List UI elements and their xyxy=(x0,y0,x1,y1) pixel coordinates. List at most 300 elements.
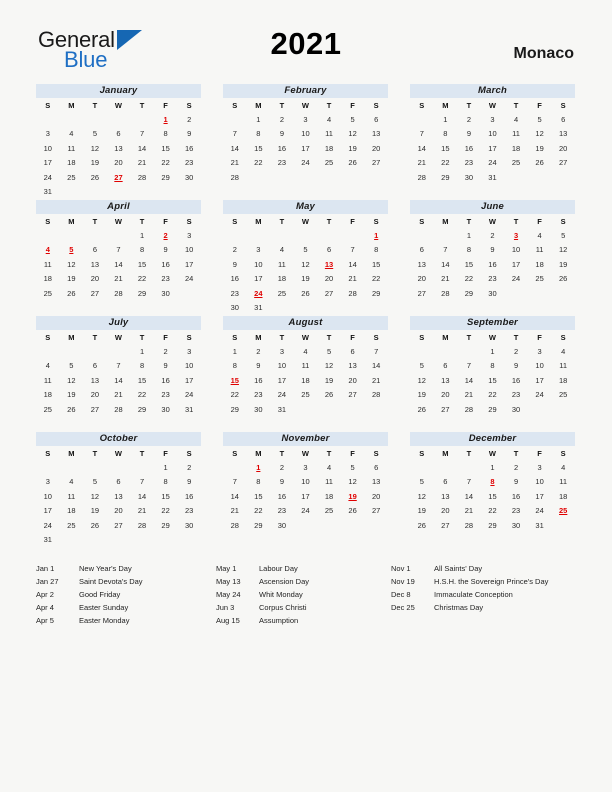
day-cell[interactable]: 19 xyxy=(324,375,334,385)
day-cell[interactable]: 11 xyxy=(535,245,544,255)
day-cell[interactable]: 9 xyxy=(279,477,284,487)
day-cell[interactable]: 14 xyxy=(417,143,426,153)
day-cell[interactable]: 11 xyxy=(559,477,568,487)
day-cell[interactable]: 3 xyxy=(537,462,542,472)
day-cell[interactable]: 6 xyxy=(443,361,448,371)
day-cell[interactable]: 30 xyxy=(254,404,263,414)
day-cell[interactable]: 20 xyxy=(559,143,568,153)
day-cell[interactable]: 20 xyxy=(372,491,381,501)
day-cell[interactable]: 20 xyxy=(114,506,123,516)
day-cell[interactable]: 9 xyxy=(187,129,192,139)
day-cell[interactable]: 28 xyxy=(230,172,239,182)
day-cell[interactable]: 21 xyxy=(441,274,450,284)
day-cell[interactable]: 6 xyxy=(350,346,355,356)
day-cell-holiday[interactable]: 1 xyxy=(374,230,379,240)
day-cell[interactable]: 16 xyxy=(185,491,194,501)
day-cell[interactable]: 12 xyxy=(67,375,76,385)
day-cell[interactable]: 5 xyxy=(92,477,97,487)
day-cell[interactable]: 17 xyxy=(43,158,52,168)
day-cell[interactable]: 13 xyxy=(90,375,100,385)
day-cell[interactable]: 12 xyxy=(348,129,357,139)
day-cell[interactable]: 4 xyxy=(561,462,566,472)
day-cell[interactable]: 28 xyxy=(348,288,357,298)
day-cell[interactable]: 24 xyxy=(185,390,194,400)
day-cell[interactable]: 23 xyxy=(464,158,474,168)
day-cell[interactable]: 25 xyxy=(511,158,521,168)
day-cell[interactable]: 23 xyxy=(511,506,521,516)
day-cell[interactable]: 31 xyxy=(488,172,497,182)
day-cell[interactable]: 10 xyxy=(277,361,287,371)
day-cell[interactable]: 31 xyxy=(185,404,194,414)
day-cell[interactable]: 6 xyxy=(116,129,121,139)
day-cell[interactable]: 5 xyxy=(350,462,355,472)
day-cell-holiday[interactable]: 27 xyxy=(114,172,123,182)
day-cell[interactable]: 16 xyxy=(230,274,239,284)
day-cell[interactable]: 13 xyxy=(114,143,123,153)
day-cell[interactable]: 10 xyxy=(511,245,521,255)
day-cell[interactable]: 31 xyxy=(535,520,544,530)
day-cell[interactable]: 24 xyxy=(511,274,521,284)
day-cell[interactable]: 19 xyxy=(417,506,426,516)
day-cell[interactable]: 13 xyxy=(441,375,450,385)
day-cell[interactable]: 9 xyxy=(163,245,168,255)
day-cell[interactable]: 23 xyxy=(230,288,239,298)
day-cell[interactable]: 27 xyxy=(90,288,100,298)
day-cell[interactable]: 15 xyxy=(464,259,474,269)
day-cell[interactable]: 9 xyxy=(163,361,168,371)
day-cell[interactable]: 2 xyxy=(490,230,495,240)
day-cell[interactable]: 21 xyxy=(464,506,474,516)
day-cell[interactable]: 21 xyxy=(137,506,147,516)
day-cell[interactable]: 15 xyxy=(137,259,147,269)
day-cell[interactable]: 5 xyxy=(303,245,308,255)
day-cell[interactable]: 17 xyxy=(301,143,310,153)
day-cell[interactable]: 23 xyxy=(185,506,194,516)
day-cell[interactable]: 4 xyxy=(279,245,284,255)
day-cell[interactable]: 2 xyxy=(187,114,192,124)
day-cell[interactable]: 11 xyxy=(43,259,52,269)
day-cell[interactable]: 27 xyxy=(348,390,357,400)
day-cell[interactable]: 13 xyxy=(417,259,426,269)
day-cell[interactable]: 3 xyxy=(45,129,50,139)
day-cell[interactable]: 31 xyxy=(43,187,52,197)
day-cell[interactable]: 10 xyxy=(535,361,544,371)
day-cell[interactable]: 1 xyxy=(490,462,495,472)
day-cell[interactable]: 29 xyxy=(441,172,450,182)
day-cell[interactable]: 9 xyxy=(513,361,519,371)
day-cell[interactable]: 18 xyxy=(67,158,76,168)
day-cell[interactable]: 14 xyxy=(348,259,357,269)
day-cell[interactable]: 19 xyxy=(67,390,76,400)
day-cell[interactable]: 17 xyxy=(535,491,544,501)
day-cell[interactable]: 14 xyxy=(137,491,147,501)
day-cell[interactable]: 15 xyxy=(441,143,450,153)
day-cell[interactable]: 2 xyxy=(279,114,284,124)
day-cell[interactable]: 30 xyxy=(511,404,521,414)
day-cell[interactable]: 29 xyxy=(161,520,170,530)
day-cell[interactable]: 3 xyxy=(187,346,192,356)
day-cell[interactable]: 23 xyxy=(511,390,521,400)
day-cell[interactable]: 6 xyxy=(92,245,97,255)
day-cell[interactable]: 16 xyxy=(185,143,194,153)
day-cell[interactable]: 26 xyxy=(67,404,76,414)
day-cell[interactable]: 6 xyxy=(326,245,332,255)
day-cell[interactable]: 22 xyxy=(137,390,147,400)
day-cell[interactable]: 4 xyxy=(69,129,74,139)
day-cell[interactable]: 8 xyxy=(374,245,379,255)
day-cell[interactable]: 4 xyxy=(326,114,332,124)
day-cell-holiday[interactable]: 24 xyxy=(254,288,263,298)
day-cell[interactable]: 1 xyxy=(490,346,495,356)
day-cell[interactable]: 1 xyxy=(139,346,145,356)
day-cell[interactable]: 25 xyxy=(559,390,568,400)
day-cell[interactable]: 20 xyxy=(441,506,450,516)
day-cell[interactable]: 5 xyxy=(419,477,424,487)
day-cell[interactable]: 13 xyxy=(441,491,450,501)
day-cell[interactable]: 9 xyxy=(279,129,284,139)
day-cell[interactable]: 8 xyxy=(232,361,237,371)
day-cell[interactable]: 23 xyxy=(277,506,287,516)
day-cell[interactable]: 30 xyxy=(511,520,521,530)
day-cell[interactable]: 27 xyxy=(441,520,450,530)
day-cell[interactable]: 8 xyxy=(490,361,495,371)
day-cell[interactable]: 28 xyxy=(114,288,123,298)
day-cell[interactable]: 2 xyxy=(513,346,519,356)
day-cell[interactable]: 21 xyxy=(114,274,123,284)
day-cell[interactable]: 13 xyxy=(348,361,357,371)
day-cell[interactable]: 8 xyxy=(163,129,168,139)
day-cell[interactable]: 28 xyxy=(114,404,123,414)
day-cell[interactable]: 9 xyxy=(187,477,192,487)
day-cell[interactable]: 19 xyxy=(90,158,100,168)
day-cell[interactable]: 22 xyxy=(488,390,497,400)
day-cell[interactable]: 15 xyxy=(372,259,381,269)
day-cell[interactable]: 7 xyxy=(350,245,355,255)
day-cell[interactable]: 17 xyxy=(301,491,310,501)
day-cell[interactable]: 11 xyxy=(43,375,52,385)
day-cell[interactable]: 19 xyxy=(535,143,544,153)
day-cell[interactable]: 4 xyxy=(537,230,542,240)
day-cell[interactable]: 21 xyxy=(230,158,239,168)
day-cell[interactable]: 26 xyxy=(417,520,426,530)
day-cell[interactable]: 18 xyxy=(559,375,568,385)
day-cell[interactable]: 25 xyxy=(324,158,334,168)
day-cell[interactable]: 20 xyxy=(90,390,100,400)
day-cell[interactable]: 21 xyxy=(230,506,239,516)
day-cell[interactable]: 15 xyxy=(161,491,170,501)
day-cell[interactable]: 24 xyxy=(43,520,52,530)
day-cell[interactable]: 4 xyxy=(326,462,332,472)
day-cell[interactable]: 16 xyxy=(161,259,170,269)
day-cell[interactable]: 7 xyxy=(232,129,237,139)
day-cell[interactable]: 17 xyxy=(254,274,263,284)
day-cell[interactable]: 22 xyxy=(137,274,147,284)
day-cell[interactable]: 21 xyxy=(348,274,357,284)
day-cell[interactable]: 14 xyxy=(441,259,450,269)
day-cell[interactable]: 22 xyxy=(488,506,497,516)
day-cell[interactable]: 31 xyxy=(277,404,287,414)
day-cell[interactable]: 3 xyxy=(303,114,308,124)
day-cell[interactable]: 23 xyxy=(185,158,194,168)
day-cell[interactable]: 28 xyxy=(230,520,239,530)
day-cell[interactable]: 5 xyxy=(537,114,542,124)
day-cell[interactable]: 30 xyxy=(185,520,194,530)
day-cell[interactable]: 22 xyxy=(372,274,381,284)
day-cell[interactable]: 14 xyxy=(230,143,239,153)
day-cell[interactable]: 12 xyxy=(67,259,76,269)
day-cell[interactable]: 18 xyxy=(535,259,544,269)
day-cell[interactable]: 27 xyxy=(90,404,100,414)
day-cell[interactable]: 3 xyxy=(187,230,192,240)
day-cell[interactable]: 29 xyxy=(372,288,381,298)
day-cell[interactable]: 19 xyxy=(90,506,100,516)
day-cell[interactable]: 11 xyxy=(301,361,310,371)
day-cell[interactable]: 6 xyxy=(116,477,121,487)
day-cell[interactable]: 31 xyxy=(43,535,52,545)
day-cell[interactable]: 25 xyxy=(67,520,76,530)
day-cell[interactable]: 29 xyxy=(137,404,147,414)
day-cell[interactable]: 14 xyxy=(114,375,123,385)
day-cell[interactable]: 2 xyxy=(513,462,519,472)
day-cell[interactable]: 27 xyxy=(441,404,450,414)
day-cell[interactable]: 20 xyxy=(324,274,334,284)
day-cell[interactable]: 30 xyxy=(161,288,170,298)
day-cell[interactable]: 2 xyxy=(232,245,237,255)
day-cell[interactable]: 11 xyxy=(512,129,520,139)
day-cell[interactable]: 3 xyxy=(303,462,308,472)
day-cell-holiday[interactable]: 19 xyxy=(348,491,357,501)
day-cell[interactable]: 22 xyxy=(254,158,263,168)
day-cell[interactable]: 18 xyxy=(559,491,568,501)
day-cell[interactable]: 6 xyxy=(443,477,448,487)
day-cell[interactable]: 26 xyxy=(324,390,334,400)
day-cell[interactable]: 30 xyxy=(230,303,239,313)
day-cell[interactable]: 30 xyxy=(161,404,170,414)
day-cell[interactable]: 18 xyxy=(43,390,52,400)
day-cell[interactable]: 7 xyxy=(116,361,121,371)
day-cell[interactable]: 17 xyxy=(535,375,544,385)
day-cell[interactable]: 29 xyxy=(254,520,263,530)
day-cell[interactable]: 23 xyxy=(254,390,263,400)
day-cell[interactable]: 24 xyxy=(43,172,52,182)
day-cell[interactable]: 27 xyxy=(559,158,568,168)
day-cell[interactable]: 3 xyxy=(45,477,50,487)
day-cell[interactable]: 7 xyxy=(466,477,471,487)
day-cell[interactable]: 15 xyxy=(161,143,170,153)
day-cell[interactable]: 9 xyxy=(232,259,237,269)
day-cell[interactable]: 20 xyxy=(441,390,450,400)
day-cell[interactable]: 5 xyxy=(69,361,74,371)
day-cell[interactable]: 28 xyxy=(372,390,381,400)
day-cell[interactable]: 23 xyxy=(161,390,170,400)
day-cell-holiday[interactable]: 5 xyxy=(69,245,74,255)
day-cell[interactable]: 30 xyxy=(277,520,287,530)
day-cell[interactable]: 10 xyxy=(254,259,263,269)
day-cell[interactable]: 26 xyxy=(301,288,310,298)
day-cell[interactable]: 18 xyxy=(277,274,287,284)
day-cell[interactable]: 7 xyxy=(232,477,237,487)
day-cell[interactable]: 1 xyxy=(443,114,448,124)
day-cell[interactable]: 8 xyxy=(443,129,448,139)
day-cell[interactable]: 12 xyxy=(348,477,357,487)
day-cell[interactable]: 9 xyxy=(490,245,495,255)
day-cell[interactable]: 3 xyxy=(490,114,495,124)
day-cell[interactable]: 7 xyxy=(139,129,145,139)
day-cell[interactable]: 24 xyxy=(488,158,497,168)
day-cell[interactable]: 19 xyxy=(559,259,568,269)
day-cell[interactable]: 25 xyxy=(67,172,76,182)
day-cell[interactable]: 1 xyxy=(466,230,471,240)
day-cell[interactable]: 22 xyxy=(161,506,170,516)
day-cell[interactable]: 20 xyxy=(372,143,381,153)
day-cell[interactable]: 19 xyxy=(417,390,426,400)
day-cell[interactable]: 17 xyxy=(43,506,52,516)
day-cell[interactable]: 23 xyxy=(161,274,170,284)
day-cell[interactable]: 9 xyxy=(256,361,261,371)
day-cell[interactable]: 12 xyxy=(559,245,568,255)
day-cell[interactable]: 29 xyxy=(488,520,497,530)
day-cell[interactable]: 19 xyxy=(348,143,357,153)
day-cell[interactable]: 6 xyxy=(374,462,379,472)
day-cell[interactable]: 8 xyxy=(139,245,145,255)
day-cell[interactable]: 8 xyxy=(466,245,471,255)
day-cell[interactable]: 13 xyxy=(90,259,100,269)
day-cell[interactable]: 28 xyxy=(137,172,147,182)
day-cell[interactable]: 26 xyxy=(348,158,357,168)
day-cell[interactable]: 29 xyxy=(230,404,239,414)
day-cell[interactable]: 6 xyxy=(374,114,379,124)
day-cell[interactable]: 11 xyxy=(278,259,286,269)
day-cell[interactable]: 24 xyxy=(301,158,310,168)
day-cell[interactable]: 21 xyxy=(137,158,147,168)
day-cell[interactable]: 28 xyxy=(464,404,474,414)
day-cell[interactable]: 17 xyxy=(277,375,287,385)
day-cell[interactable]: 4 xyxy=(561,346,566,356)
day-cell[interactable]: 12 xyxy=(417,375,426,385)
day-cell[interactable]: 27 xyxy=(114,520,123,530)
day-cell[interactable]: 23 xyxy=(488,274,497,284)
day-cell[interactable]: 13 xyxy=(372,477,381,487)
day-cell[interactable]: 18 xyxy=(324,491,334,501)
day-cell[interactable]: 2 xyxy=(466,114,471,124)
day-cell[interactable]: 14 xyxy=(137,143,147,153)
day-cell[interactable]: 25 xyxy=(43,404,52,414)
day-cell[interactable]: 11 xyxy=(67,491,76,501)
day-cell[interactable]: 28 xyxy=(137,520,147,530)
day-cell[interactable]: 25 xyxy=(43,288,52,298)
day-cell[interactable]: 18 xyxy=(67,506,76,516)
day-cell[interactable]: 20 xyxy=(417,274,426,284)
day-cell[interactable]: 29 xyxy=(161,172,170,182)
day-cell[interactable]: 8 xyxy=(163,477,168,487)
day-cell[interactable]: 10 xyxy=(43,143,52,153)
day-cell[interactable]: 17 xyxy=(488,143,497,153)
day-cell[interactable]: 18 xyxy=(43,274,52,284)
day-cell[interactable]: 25 xyxy=(277,288,287,298)
day-cell[interactable]: 15 xyxy=(488,375,497,385)
day-cell[interactable]: 22 xyxy=(230,390,239,400)
day-cell[interactable]: 14 xyxy=(464,375,474,385)
day-cell-holiday[interactable]: 3 xyxy=(513,230,519,240)
day-cell[interactable]: 5 xyxy=(419,361,424,371)
day-cell[interactable]: 10 xyxy=(185,361,194,371)
day-cell[interactable]: 15 xyxy=(137,375,147,385)
day-cell[interactable]: 11 xyxy=(67,143,76,153)
day-cell[interactable]: 25 xyxy=(301,390,310,400)
day-cell[interactable]: 22 xyxy=(161,158,170,168)
day-cell[interactable]: 6 xyxy=(419,245,424,255)
day-cell[interactable]: 5 xyxy=(92,129,97,139)
day-cell[interactable]: 2 xyxy=(256,346,261,356)
day-cell[interactable]: 18 xyxy=(324,143,334,153)
day-cell[interactable]: 16 xyxy=(511,491,521,501)
day-cell[interactable]: 7 xyxy=(116,245,121,255)
day-cell-holiday[interactable]: 13 xyxy=(324,259,334,269)
day-cell[interactable]: 5 xyxy=(326,346,332,356)
day-cell[interactable]: 20 xyxy=(348,375,357,385)
day-cell[interactable]: 7 xyxy=(466,361,471,371)
day-cell[interactable]: 10 xyxy=(535,477,544,487)
day-cell[interactable]: 22 xyxy=(254,506,263,516)
day-cell[interactable]: 24 xyxy=(277,390,287,400)
day-cell[interactable]: 15 xyxy=(488,491,497,501)
day-cell[interactable]: 5 xyxy=(561,230,566,240)
day-cell[interactable]: 26 xyxy=(535,158,544,168)
day-cell[interactable]: 7 xyxy=(419,129,424,139)
day-cell[interactable]: 25 xyxy=(324,506,334,516)
day-cell[interactable]: 11 xyxy=(325,129,333,139)
day-cell[interactable]: 17 xyxy=(185,259,194,269)
day-cell[interactable]: 26 xyxy=(90,520,100,530)
day-cell[interactable]: 26 xyxy=(90,172,100,182)
day-cell-holiday[interactable]: 25 xyxy=(559,506,568,516)
day-cell[interactable]: 14 xyxy=(372,361,381,371)
day-cell[interactable]: 29 xyxy=(464,288,474,298)
day-cell[interactable]: 18 xyxy=(511,143,521,153)
day-cell[interactable]: 13 xyxy=(114,491,123,501)
day-cell[interactable]: 4 xyxy=(69,477,74,487)
day-cell[interactable]: 19 xyxy=(67,274,76,284)
day-cell[interactable]: 29 xyxy=(137,288,147,298)
day-cell[interactable]: 15 xyxy=(254,491,263,501)
day-cell[interactable]: 25 xyxy=(535,274,544,284)
day-cell[interactable]: 10 xyxy=(301,477,310,487)
day-cell[interactable]: 16 xyxy=(161,375,170,385)
day-cell[interactable]: 19 xyxy=(301,274,310,284)
day-cell[interactable]: 17 xyxy=(511,259,521,269)
day-cell-holiday[interactable]: 1 xyxy=(256,462,261,472)
day-cell[interactable]: 22 xyxy=(464,274,474,284)
day-cell[interactable]: 30 xyxy=(464,172,474,182)
day-cell[interactable]: 11 xyxy=(325,477,333,487)
day-cell[interactable]: 28 xyxy=(464,520,474,530)
day-cell[interactable]: 12 xyxy=(324,361,334,371)
day-cell[interactable]: 3 xyxy=(537,346,542,356)
day-cell[interactable]: 16 xyxy=(511,375,521,385)
day-cell[interactable]: 28 xyxy=(417,172,426,182)
day-cell[interactable]: 13 xyxy=(559,129,568,139)
day-cell[interactable]: 24 xyxy=(185,274,194,284)
day-cell[interactable]: 21 xyxy=(417,158,426,168)
day-cell-holiday[interactable]: 8 xyxy=(490,477,495,487)
day-cell[interactable]: 3 xyxy=(279,346,284,356)
day-cell[interactable]: 10 xyxy=(301,129,310,139)
day-cell[interactable]: 7 xyxy=(374,346,379,356)
day-cell[interactable]: 27 xyxy=(324,288,334,298)
day-cell[interactable]: 2 xyxy=(187,462,192,472)
day-cell[interactable]: 16 xyxy=(254,375,263,385)
day-cell[interactable]: 31 xyxy=(254,303,263,313)
